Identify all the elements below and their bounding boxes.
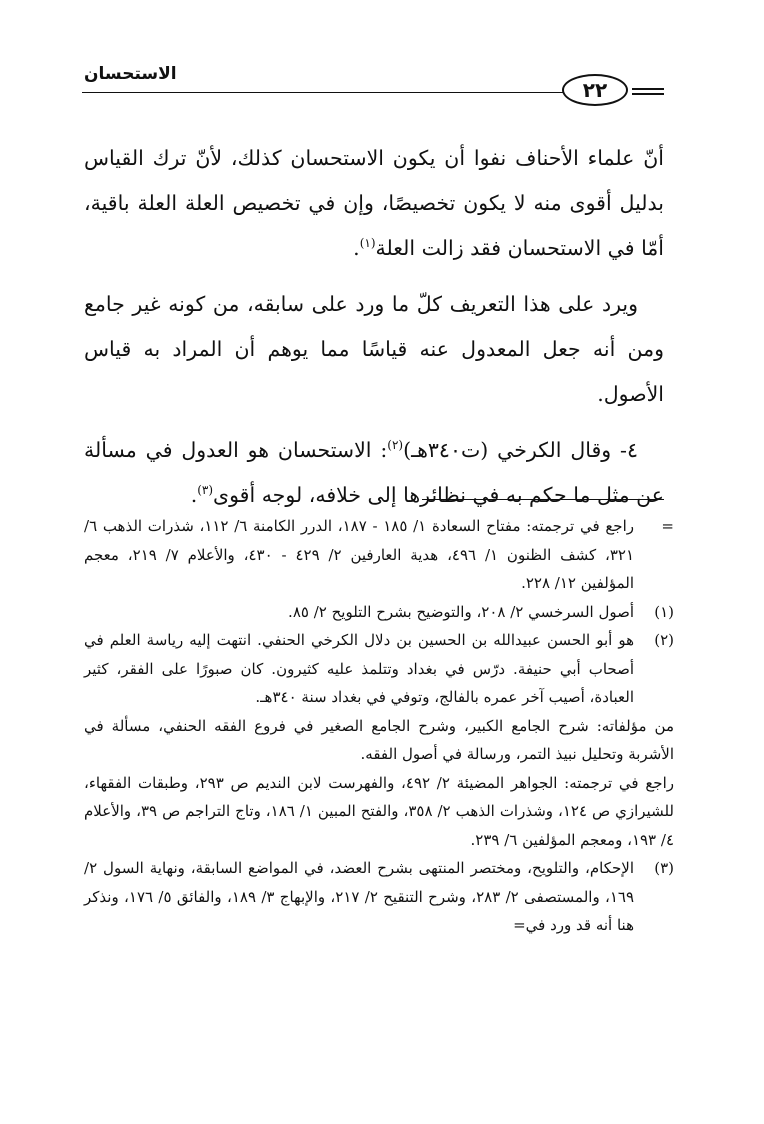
footnote-continuation	[84, 512, 674, 598]
header-rule	[82, 92, 564, 93]
main-text	[84, 136, 664, 529]
paragraph-3-text: : الاستحسان هو العدول في مسألة عن مثل ما حكم به في نظائرها إلى خلافه، لوجه أقوى	[84, 438, 664, 507]
paragraph-3-lead: ٤- وقال الكرخي (ت٣٤٠هـ)	[403, 438, 638, 462]
running-title: الاستحسان	[84, 64, 177, 84]
footnote-2	[84, 626, 674, 712]
page-number: ٢٢	[562, 74, 628, 106]
footnote-separator	[422, 499, 664, 500]
footnote-2-refs-text: راجع في ترجمته: الجواهر المضيئة ٢/ ٤٩٢، والفهرست لابن النديم ص ٢٩٣، وطبقات الفقهاء، للشيرازي ص ١٢٤، وشذرات الذهب ٢/ ٣٥٨، والفتح المبين ١/ ١٨٦، وتاج التراجم ص ٣٩، والأعلام ٤/ ١٩٣، ومعجم المؤلفين ٦/ ٢٣٩.	[84, 773, 674, 849]
footnote-ref-3: (٣)	[197, 483, 214, 498]
paragraph-3	[84, 428, 664, 518]
paragraph-2: ويرد على هذا التعريف كلّ ما ورد على سابقه، من كونه غير جامع ومن أنه جعل المعدول عنه قياسًا مما يوهم أن المراد به قياس الأصول.	[84, 292, 664, 406]
footnote-ref-2: (٢)	[387, 438, 404, 453]
paragraph-3-end: .	[190, 483, 198, 507]
continuation-text: راجع في ترجمته: مفتاح السعادة ١/ ١٨٥ - ١٨٧، الدرر الكامنة ٦/ ١١٢، شذرات الذهب ٦/ ٣٢١، كشف الظنون ١/ ٤٩٦، هدية العارفين ٢/ ٤٢٩ - ٤٣٠، والأعلام ٧/ ٢١٩، معجم المؤلفين ١٢/ ٢٢٨.	[84, 517, 635, 592]
footnote-ref-1: (١)	[359, 236, 376, 251]
footnote-2-text: هو أبو الحسن عبيدالله بن الحسين بن دلال الكرخي الحنفي. انتهت إليه رياسة العلم في أصحاب أبي حنيفة. درّس في بغداد وتتلمذ عليه كثيرون. كان صبورًا على الفقر، كثير العبادة، أصيب آخر عمره بالفالج، وتوفي في بغداد سنة ٣٤٠هـ.	[84, 631, 634, 706]
header-ornament	[632, 88, 664, 96]
footnote-2-works-text: من مؤلفاته: شرح الجامع الكبير، وشرح الجامع الصغير في فروع الفقه الحنفي، مسألة في الأشربة وتحليل نبيذ التمر، ورسالة في أصول الفقه.	[84, 716, 674, 763]
footnote-2-refs	[84, 769, 674, 855]
footnote-1-text: أصول السرخسي ٢/ ٢٠٨، والتوضيح بشرح التلويح ٢/ ٨٥.	[288, 602, 634, 621]
paragraph-1	[84, 136, 664, 271]
footnote-1	[84, 598, 674, 627]
footnote-3-text: الإحكام، والتلويح، ومختصر المنتهى بشرح العضد، في المواضع السابقة، ونهاية السول ٢/ ١٦٩، والمستصفى ٢/ ٢٨٣، وشرح التنقيح ٢/ ٢١٧، والإبهاج ٣/ ١٨٩، والفائق ٥/ ١٧٦، ونذكر هنا أنه قد ورد في=	[84, 859, 635, 934]
footnote-2-mark: (٢)	[654, 631, 674, 649]
footnote-2-works	[84, 712, 674, 769]
footnote-3	[84, 854, 674, 940]
footnote-1-mark: (١)	[654, 602, 674, 621]
footnote-3-mark: (٣)	[654, 859, 674, 877]
paragraph-1-text: أنّ علماء الأحناف نفوا أن يكون الاستحسان كذلك، لأنّ ترك القياس بدليل أقوى منه لا يكون تخصيصًا، وإن في تخصيص العلة العلة باقية، أمّا في الاستحسان فقد زالت العلة	[84, 146, 664, 260]
continuation-mark: =	[661, 517, 674, 535]
footnotes	[84, 512, 674, 940]
paragraph-1-end: .	[353, 236, 360, 260]
